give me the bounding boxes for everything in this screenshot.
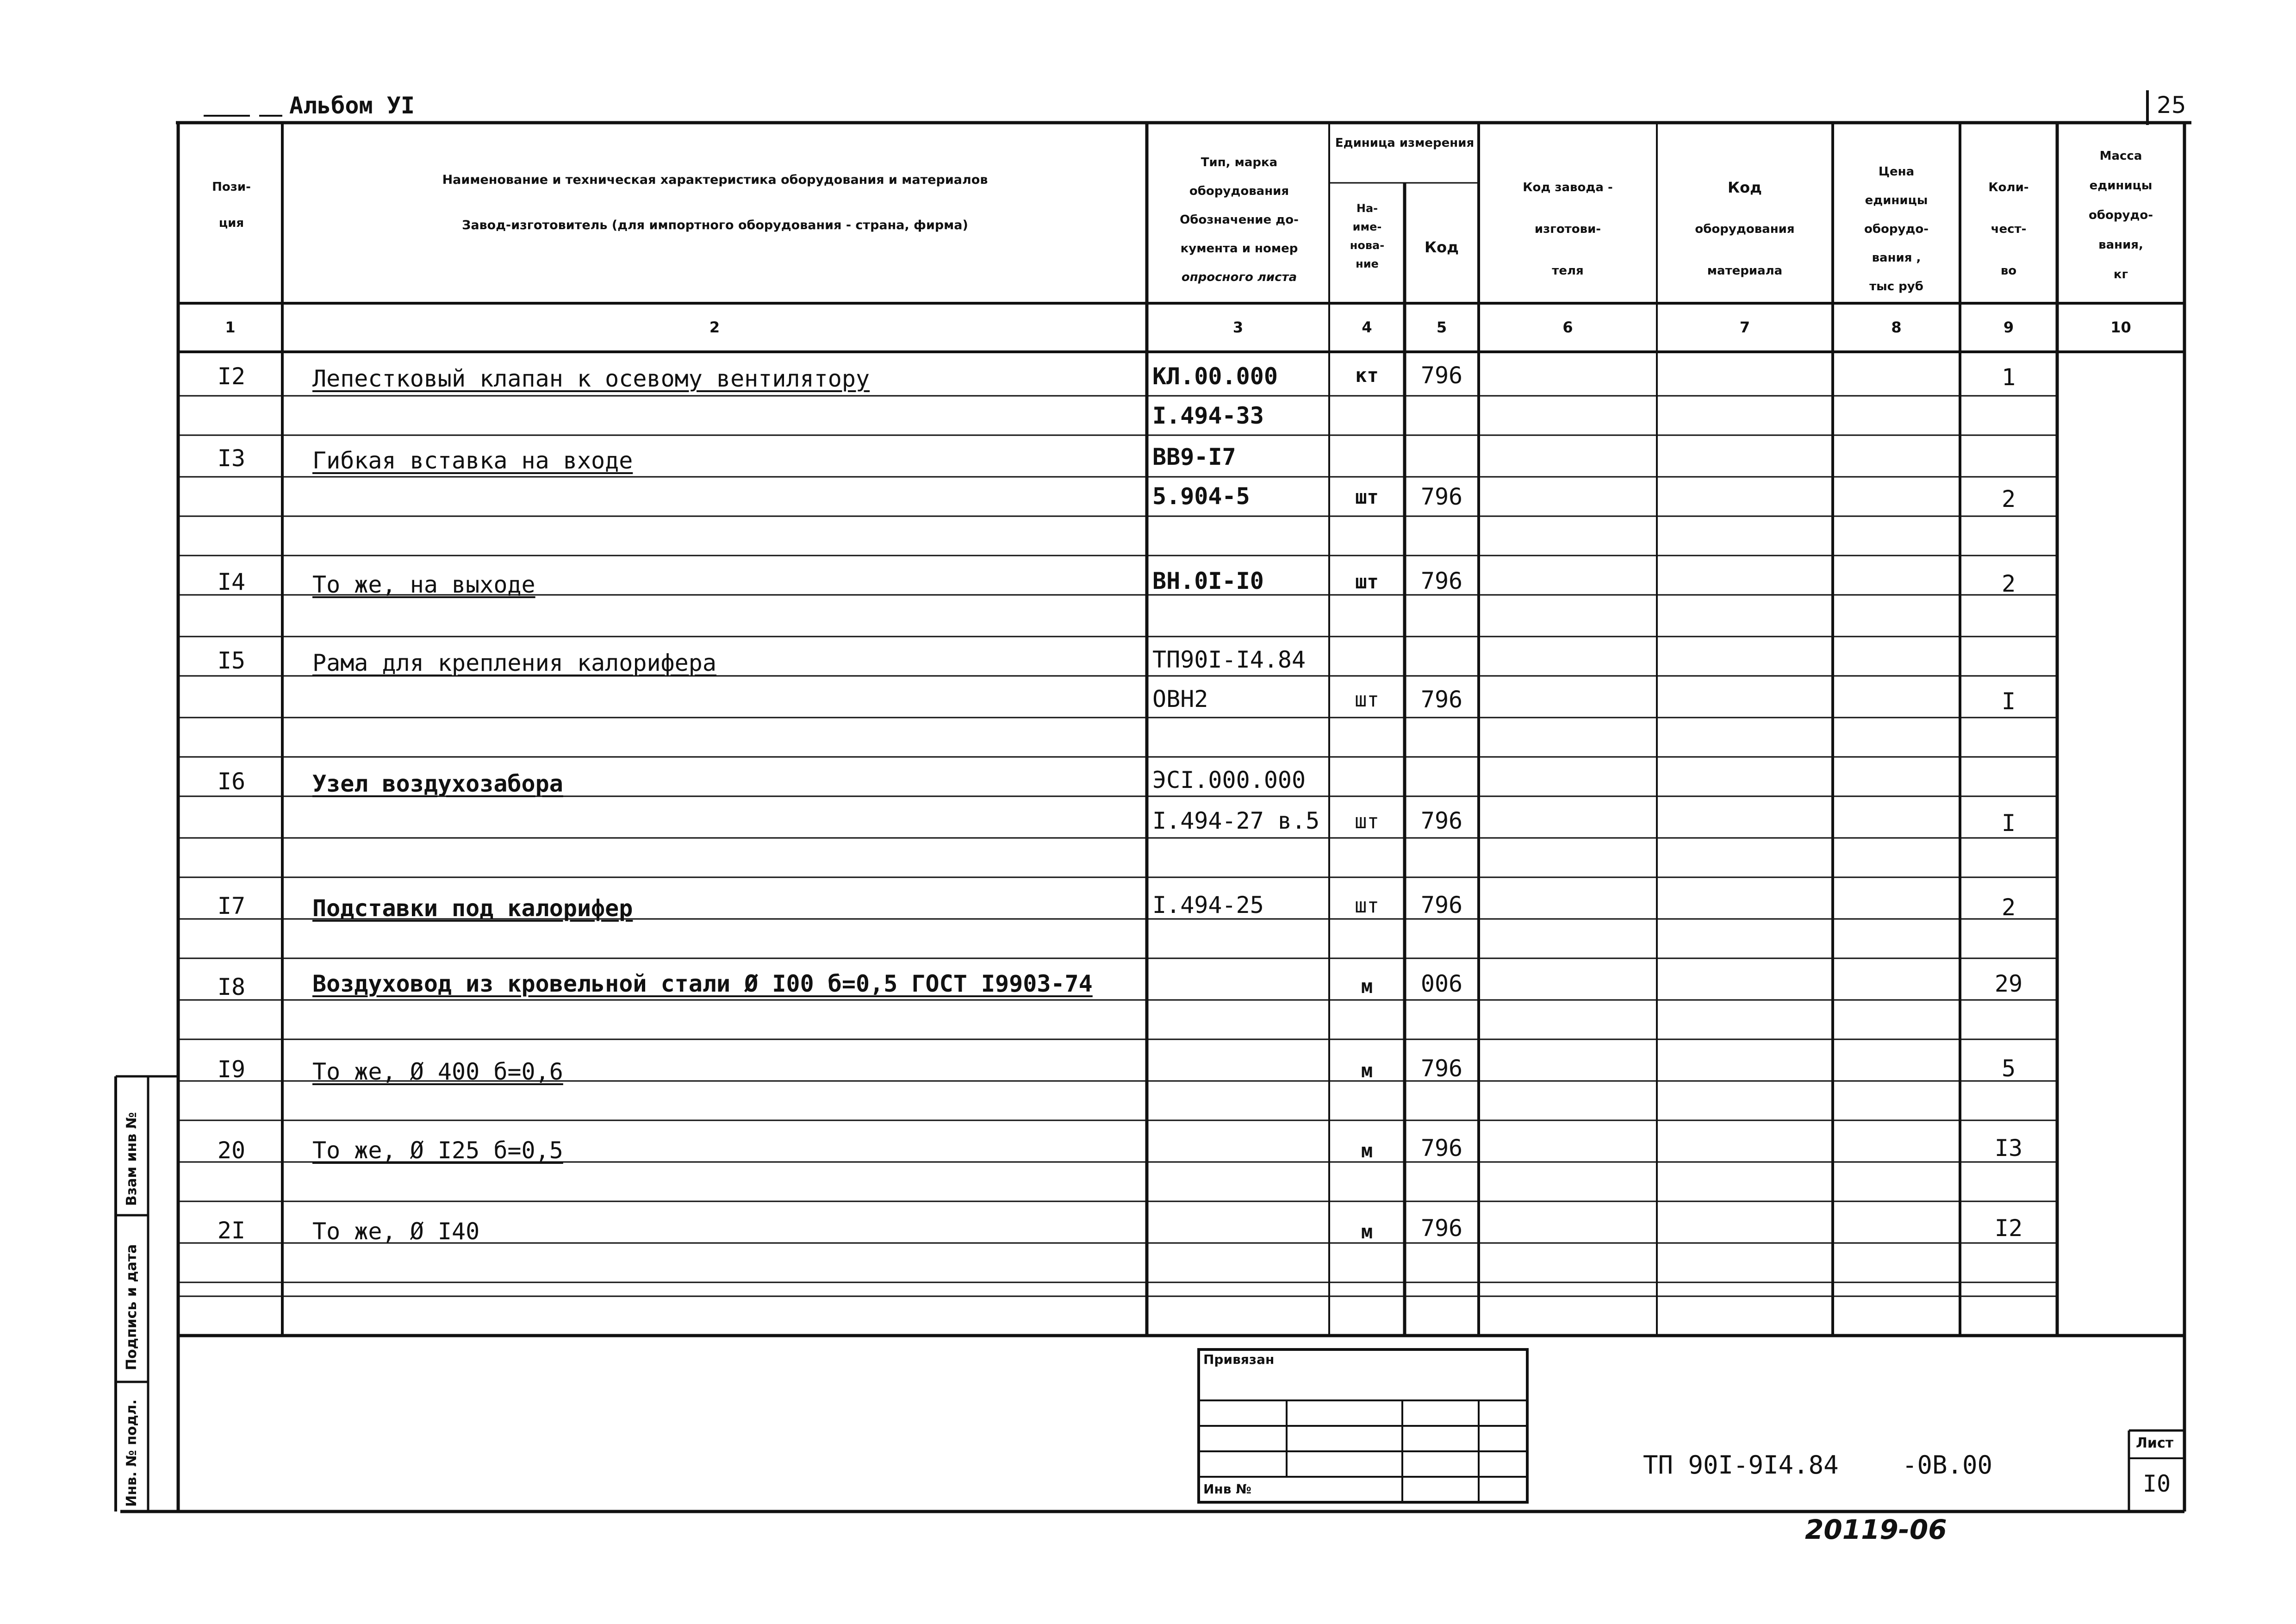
col-num: 7: [1739, 319, 1750, 336]
cell-unit: м: [1361, 1059, 1373, 1082]
cell-code: 006: [1420, 970, 1463, 997]
cell-code: 796: [1420, 892, 1463, 918]
header-factory-code-line: теля: [1552, 264, 1584, 278]
header-equip-code-line: материала: [1707, 264, 1783, 278]
cell-unit: шт: [1355, 688, 1379, 712]
cell-position: I3: [217, 445, 246, 472]
header-unit-name-line: име-: [1352, 220, 1382, 233]
cell-position: 20: [217, 1137, 246, 1164]
header-mass-line: единицы: [2089, 179, 2153, 193]
cell-unit: м: [1361, 1220, 1373, 1243]
cell-type: I.494-33: [1152, 402, 1264, 429]
header-position-line: ция: [218, 216, 244, 230]
header-unit: Единица измерения: [1335, 136, 1475, 150]
page-number: 25: [2157, 92, 2186, 119]
cell-type: ВВ9-I7: [1152, 443, 1236, 470]
sheet-label: Лист: [2136, 1435, 2174, 1451]
col-num: 10: [2110, 319, 2131, 336]
cell-code: 796: [1420, 1135, 1463, 1162]
header-qty-line: чест-: [1991, 222, 2027, 236]
cell-qty: I: [2001, 810, 2016, 837]
header-type-line: Обозначение до-: [1180, 213, 1299, 227]
cell-type: КЛ.00.000: [1152, 363, 1278, 390]
cell-unit: шт: [1355, 810, 1379, 833]
header-type-line: оборудования: [1189, 184, 1289, 198]
cell-code: 796: [1420, 807, 1463, 834]
col-num: 4: [1362, 319, 1372, 336]
cell-position: I6: [217, 768, 246, 795]
cell-qty: 2: [2001, 894, 2016, 921]
cell-position: I9: [217, 1056, 246, 1083]
header-mass-line: оборудо-: [2088, 208, 2153, 222]
col-num: 6: [1562, 319, 1573, 336]
archive-number: 20119-06: [1805, 1514, 1947, 1545]
stamp-inv-podl: Инв. № подл.: [124, 1399, 140, 1507]
cell-type: I.494-27 в.5: [1152, 807, 1320, 834]
cell-name: Лепестковый клапан к осевому вентилятору: [312, 365, 870, 392]
document-suffix: -0В.00: [1902, 1450, 1993, 1480]
header-factory-code-line: изготови-: [1534, 222, 1601, 236]
header-qty-line: Коли-: [1988, 181, 2029, 194]
cell-qty: I2: [1994, 1215, 2023, 1242]
privyazan-label: Привязан: [1203, 1352, 1275, 1367]
header-position-line: Пози-: [212, 180, 251, 194]
cell-position: I5: [217, 647, 246, 674]
document-code: ТП 90I-9I4.84: [1643, 1450, 1839, 1480]
cell-unit: м: [1361, 975, 1373, 998]
col-num: 1: [225, 319, 236, 336]
stamp-signature-date: Подпись и дата: [124, 1244, 140, 1370]
header-mass-line: кг: [2113, 268, 2128, 281]
cell-qty: 2: [2001, 570, 2016, 597]
cell-type: ЭСI.000.000: [1152, 767, 1306, 793]
col-num: 2: [709, 319, 720, 336]
header-mass-line: Масса: [2099, 149, 2142, 163]
cell-code: 796: [1420, 483, 1463, 510]
header-type-line: Тип, марка: [1201, 156, 1278, 169]
cell-name: То же, на выходе: [312, 571, 535, 598]
header-qty-line: во: [2000, 264, 2017, 278]
cell-name: Рама для крепления калорифера: [312, 650, 716, 676]
cell-type: ВН.0I-I0: [1152, 568, 1264, 594]
cell-name: Воздуховод из кровельной стали Ø I00 б=0,5 ГОСТ I9903-74: [312, 970, 1093, 997]
album-title: Альбом УI: [289, 92, 415, 119]
cell-unit: кт: [1355, 364, 1379, 387]
header-type-line: опросного листа: [1181, 270, 1297, 284]
cell-code: 796: [1420, 1055, 1463, 1082]
cell-name: То же, Ø I40: [312, 1218, 480, 1245]
cell-position: 2I: [217, 1217, 246, 1244]
header-price-line: оборудо-: [1864, 222, 1929, 236]
col-num: 3: [1232, 319, 1244, 336]
inv-no-label: Инв №: [1203, 1481, 1251, 1497]
header-type-line: кумента и номер: [1180, 242, 1298, 256]
cell-qty: I: [2001, 688, 2016, 715]
cell-code: 796: [1420, 568, 1463, 594]
cell-type: ОВН2: [1152, 686, 1208, 712]
header-price-line: вания ,: [1872, 251, 1921, 265]
header-name-line: Наименование и техническая характеристика оборудования и материалов: [442, 173, 988, 187]
cell-qty: 2: [2001, 486, 2016, 512]
cell-unit: м: [1361, 1139, 1373, 1162]
header-unit-name-line: На-: [1356, 202, 1378, 215]
header-factory-code-line: Код завода -: [1523, 181, 1613, 194]
cell-qty: I3: [1994, 1135, 2023, 1162]
cell-unit: шт: [1355, 570, 1379, 593]
cell-qty: 1: [2001, 364, 2016, 391]
col-num: 5: [1436, 319, 1447, 336]
cell-position: I8: [217, 974, 246, 1000]
cell-unit: шт: [1355, 894, 1379, 918]
cell-type: 5.904-5: [1152, 483, 1250, 510]
cell-name: Гибкая вставка на входе: [312, 447, 633, 474]
cell-qty: 5: [2001, 1055, 2016, 1082]
cell-code: 796: [1420, 686, 1463, 713]
cell-name: Подставки под калорифер: [312, 895, 633, 922]
cell-name: Узел воздухозабора: [312, 770, 563, 797]
header-equip-code-line: Код: [1728, 179, 1762, 196]
cell-position: I4: [217, 568, 246, 595]
header-equip-code-line: оборудования: [1695, 222, 1795, 236]
cell-type: I.494-25: [1152, 892, 1264, 918]
header-price-line: единицы: [1865, 194, 1928, 207]
header-price-line: Цена: [1878, 165, 1915, 179]
cell-code: 796: [1420, 1215, 1463, 1242]
cell-name: То же, Ø I25 б=0,5: [312, 1137, 563, 1164]
stamp-vzam-inv: Взам инв №: [124, 1112, 140, 1206]
cell-position: I2: [217, 363, 246, 390]
cell-type: ТП90I-I4.84: [1152, 646, 1306, 673]
cell-qty: 29: [1994, 970, 2023, 997]
header-unit-code: Код: [1425, 238, 1459, 256]
header-price-line: тыс руб: [1869, 280, 1923, 294]
header-mass-line: вания,: [2098, 238, 2143, 252]
sheet-number: I0: [2143, 1470, 2171, 1497]
header-unit-name-line: ние: [1356, 257, 1379, 270]
header-unit-name-line: нова-: [1350, 239, 1385, 252]
cell-position: I7: [217, 893, 246, 919]
col-num: 9: [2003, 319, 2014, 336]
cell-code: 796: [1420, 362, 1463, 389]
cell-unit: шт: [1355, 486, 1379, 508]
cell-name: То же, Ø 400 б=0,6: [312, 1058, 563, 1085]
header-name-line: Завод-изготовитель (для импортного оборудования - страна, фирма): [462, 218, 968, 232]
col-num: 8: [1891, 319, 1902, 336]
